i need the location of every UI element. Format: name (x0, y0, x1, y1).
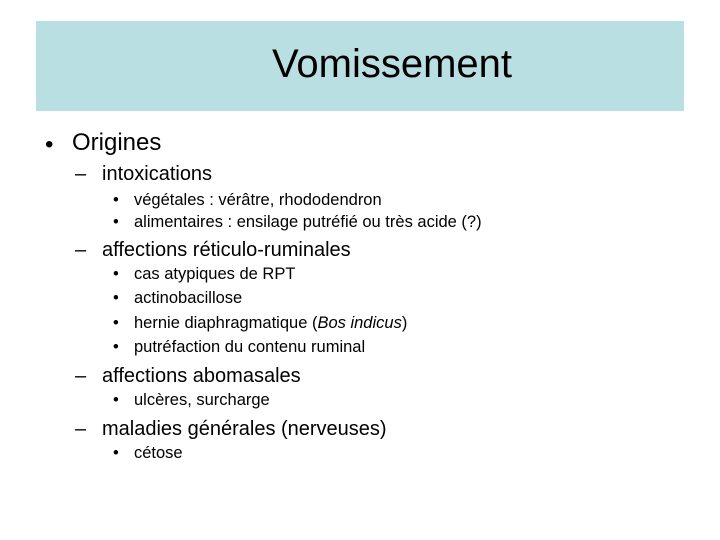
item-text-before: hernie diaphragmatique ( (134, 314, 318, 332)
list-item: actinobacillose (134, 289, 243, 307)
section-label-intoxications: intoxications (102, 163, 213, 185)
list-item: alimentaires : ensilage putréfié ou très acide (?) (134, 213, 482, 231)
list-item: ulcères, surcharge (134, 391, 270, 409)
bullet-marker: • (113, 265, 119, 283)
section-label-reticulo-ruminales: affections réticulo-ruminales (102, 239, 351, 261)
heading-origines: Origines (72, 129, 162, 156)
item-text-after: ) (401, 314, 408, 332)
list-item (134, 315, 407, 332)
dash-marker: – (75, 239, 87, 261)
list-item: végétales : vérâtre, rhododendron (134, 191, 382, 209)
bullet-marker: • (113, 289, 119, 307)
bullet-marker: • (113, 444, 119, 462)
list-item: cas atypiques de RPT (134, 265, 296, 283)
bullet-marker: • (45, 131, 54, 158)
dash-marker: – (75, 418, 87, 440)
bullet-marker: • (113, 314, 119, 332)
item-text-italic: Bos indicus (317, 314, 402, 332)
bullet-marker: • (113, 213, 119, 231)
bullet-marker: • (113, 391, 119, 409)
list-item: putréfaction du contenu ruminal (134, 338, 366, 356)
slide-title: Vomissement (271, 42, 513, 86)
dash-marker: – (75, 163, 87, 185)
section-label-abomasales: affections abomasales (102, 365, 301, 387)
dash-marker: – (75, 365, 87, 387)
list-item: cétose (134, 444, 183, 462)
section-label-maladies-generales: maladies générales (nerveuses) (102, 418, 387, 440)
bullet-marker: • (113, 191, 119, 209)
bullet-marker: • (113, 338, 119, 356)
